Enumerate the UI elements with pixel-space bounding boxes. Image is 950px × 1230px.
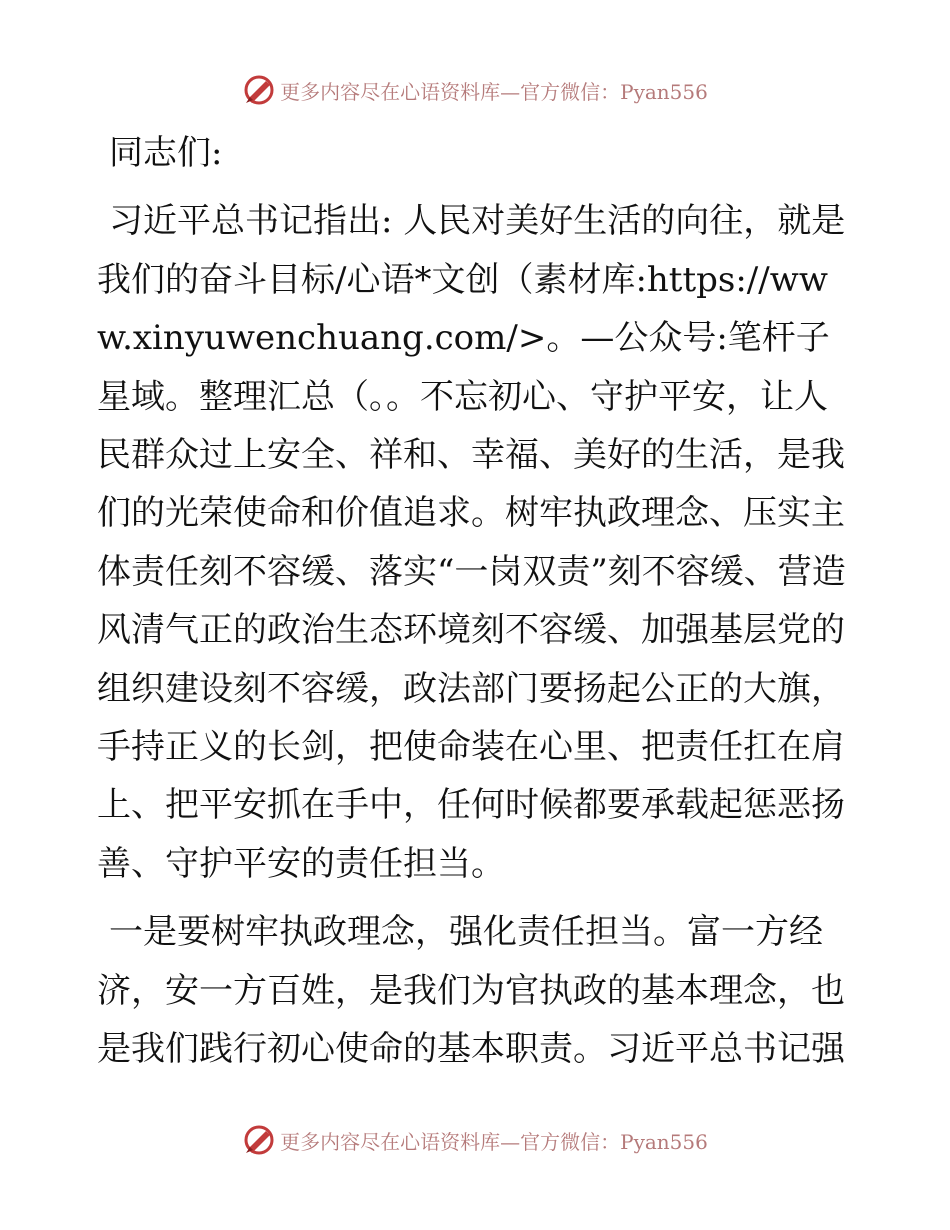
- salutation: 同志们:: [109, 133, 223, 173]
- paragraph: 习近平总书记指出: 人民对美好生活的向往，就是我们的奋斗目标/心语*文创（素材库:https://www.xinyuwenchuang.com/>。—公众号:笔杆子星域。整理汇总（。。不忘初心、守护平安，让人民群众过上安全、祥和、幸福、美好的生活，是我们的光荣使命和价值追求。树牢执政理念、压实主体责任刻不容缓、落实“一岗双责”刻不容缓、营造风清气正的政治生态环境刻不容缓、加强基层党的组织建设刻不容缓，政法部门要扬起公正的大旗，手持正义的长剑，把使命装在心里、把责任扛在肩上、把平安抓在手中，任何时候都要承载起惩恶扬善、守护平安的责任担当。: [97, 201, 846, 884]
- document-body: [97, 124, 852, 1089]
- watermark-text: 更多内容尽在心语资料库—官方微信：Pyan556: [280, 79, 708, 104]
- pen-logo-icon: [242, 73, 276, 107]
- header-watermark: [0, 70, 950, 110]
- pen-logo-icon: [242, 1123, 276, 1157]
- watermark-text: 更多内容尽在心语资料库—官方微信：Pyan556: [280, 1129, 708, 1154]
- paragraph: 一是要树牢执政理念，强化责任担当。富一方经济，安一方百姓，是我们为官执政的基本理念，也是我们践行初心使命的基本职责。习近平总书记强: [97, 912, 845, 1070]
- footer-watermark: [0, 1120, 950, 1160]
